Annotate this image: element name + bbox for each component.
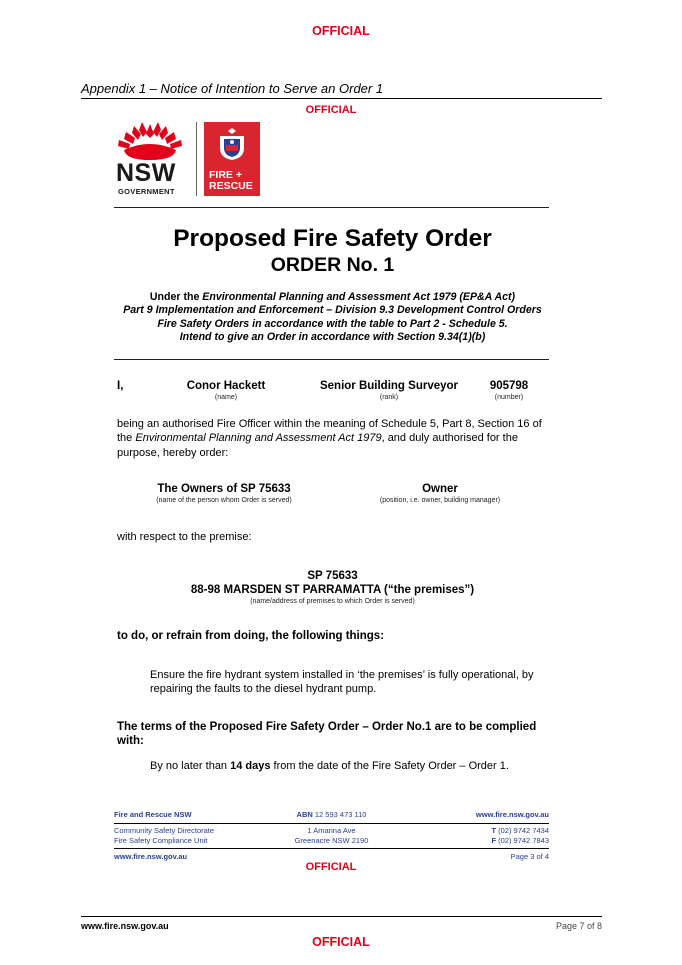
compliance-deadline — [150, 760, 509, 772]
footer-directorate: Community Safety Directorate — [114, 826, 215, 835]
footer-phone — [491, 826, 549, 835]
footer-website[interactable]: www.fire.nsw.gov.au — [475, 810, 549, 819]
page-footer-number: Page 7 of 8 — [555, 921, 602, 931]
authority-text-2: , and duly authorised for the purpose, hereby order: — [117, 432, 518, 459]
footer-unit: Fire Safety Compliance Unit — [114, 836, 208, 845]
nsw-government-label: GOVERNMENT — [118, 187, 175, 196]
fire-rescue-line2: RESCUE — [209, 180, 253, 192]
act-schedule: Fire Safety Orders in accordance with the table to Part 2 - Schedule 5. — [157, 317, 508, 330]
footer-row-1 — [114, 810, 549, 820]
officer-number-caption: (number) — [494, 394, 524, 401]
footer-row-2 — [114, 826, 549, 836]
official-marking-inner-bottom: OFFICIAL — [305, 861, 357, 873]
footer-fax-label: F — [491, 836, 497, 845]
act-name: Environmental Planning and Assessment Act 1979 (EP&A Act) — [202, 291, 516, 303]
footer-page-number: Page 3 of 4 — [510, 852, 549, 861]
footer-org: Fire and Rescue NSW — [114, 810, 192, 819]
served-person-block — [134, 483, 314, 504]
official-marking-inner-top: OFFICIAL — [305, 104, 357, 116]
footer-abn-label: ABN — [296, 810, 313, 819]
section-divider-bottom — [114, 359, 549, 360]
officer-rank: Senior Building Surveyor — [319, 380, 459, 392]
page-footer-divider — [81, 916, 602, 917]
served-position-block — [360, 483, 520, 504]
official-marking-bottom: OFFICIAL — [312, 935, 370, 949]
terms-heading: The terms of the Proposed Fire Safety Order – Order No.1 are to be complied with: — [117, 721, 537, 747]
logo-divider — [196, 122, 197, 196]
footer-rule-thin — [114, 848, 549, 849]
footer-row-3 — [114, 836, 549, 846]
authority-text-1: being an authorised Fire Officer within the meaning of Schedule 5, Part 8, Section 16 of the — [117, 418, 542, 445]
served-person: The Owners of SP 75633 — [157, 483, 291, 495]
officer-name-caption: (name) — [214, 394, 238, 401]
premise-block — [90, 569, 575, 606]
authority-statement — [117, 417, 552, 460]
footer-fax-value: (02) 9742 7843 — [498, 836, 549, 845]
actions-instruction: Ensure the fire hydrant system installed in ‘the premises’ is fully operational, by repairing the faults to the diesel hydrant pump. — [150, 669, 534, 695]
footer-fax — [491, 836, 549, 845]
footer-address-2: Greenacre NSW 2190 — [294, 836, 369, 845]
deadline-prefix: By no later than — [150, 760, 231, 772]
act-line-3 — [90, 318, 575, 331]
letterhead-footer — [114, 810, 549, 862]
document-title: Proposed Fire Safety Order — [173, 225, 492, 252]
premise-strata: SP 75633 — [307, 570, 358, 582]
header-divider — [81, 98, 602, 99]
footer-rule-thick — [114, 823, 549, 824]
act-line-4 — [90, 331, 575, 344]
nsw-wordmark: NSW — [116, 159, 176, 187]
footer-phone-value: (02) 9742 7434 — [498, 826, 549, 835]
footer-abn-value: 12 593 473 110 — [314, 810, 367, 819]
premise-label: with respect to the premise: — [117, 531, 252, 543]
served-position: Owner — [422, 483, 458, 495]
premise-address: 88-98 MARSDEN ST PARRAMATTA (“the premises”) — [190, 584, 475, 596]
order-number: ORDER No. 1 — [270, 254, 395, 276]
served-person-caption: (name of the person whom Order is served) — [156, 497, 292, 504]
act-line-1 — [90, 291, 575, 304]
legislative-basis — [90, 291, 575, 345]
officer-rank-block — [314, 380, 464, 401]
footer-website-2[interactable]: www.fire.nsw.gov.au — [114, 852, 188, 861]
act-prefix: Under the — [149, 291, 203, 303]
officer-name: Conor Hackett — [186, 380, 266, 392]
officer-number: 905798 — [489, 380, 529, 392]
official-marking-top: OFFICIAL — [312, 24, 370, 38]
served-position-caption: (position, i.e. owner, building manager) — [379, 497, 501, 504]
officer-number-block — [476, 380, 542, 401]
actions-heading: to do, or refrain from doing, the following things: — [117, 630, 385, 642]
page-footer-website[interactable]: www.fire.nsw.gov.au — [81, 921, 169, 931]
officer-name-block — [170, 380, 282, 401]
authority-act-name: Environmental Planning and Assessment Act 1979 — [135, 432, 382, 445]
deadline-days: 14 days — [230, 760, 271, 772]
appendix-title: Appendix 1 – Notice of Intention to Serve an Order 1 — [81, 81, 384, 96]
act-line-2 — [90, 304, 575, 317]
deadline-suffix: from the date of the Fire Safety Order – Order 1. — [270, 760, 509, 772]
act-part: Part 9 Implementation and Enforcement – Division 9.3 Development Control Orders — [123, 304, 542, 317]
act-section: Intend to give an Order in accordance with Section 9.34(1)(b) — [179, 331, 486, 344]
fire-rescue-crest-icon — [216, 126, 248, 162]
officer-pronoun: I, — [117, 380, 124, 392]
footer-phone-label: T — [491, 826, 497, 835]
section-divider-top — [114, 207, 549, 208]
fire-rescue-wordmark — [209, 170, 253, 192]
agency-logos — [114, 118, 274, 198]
officer-rank-caption: (rank) — [379, 394, 399, 401]
waratah-icon — [114, 118, 186, 162]
fire-rescue-line1: FIRE + — [209, 169, 242, 181]
premise-caption: (name/address of premises to which Order is served) — [250, 598, 415, 605]
fire-rescue-logo — [204, 122, 260, 196]
footer-address-1: 1 Amarina Ave — [307, 826, 356, 835]
